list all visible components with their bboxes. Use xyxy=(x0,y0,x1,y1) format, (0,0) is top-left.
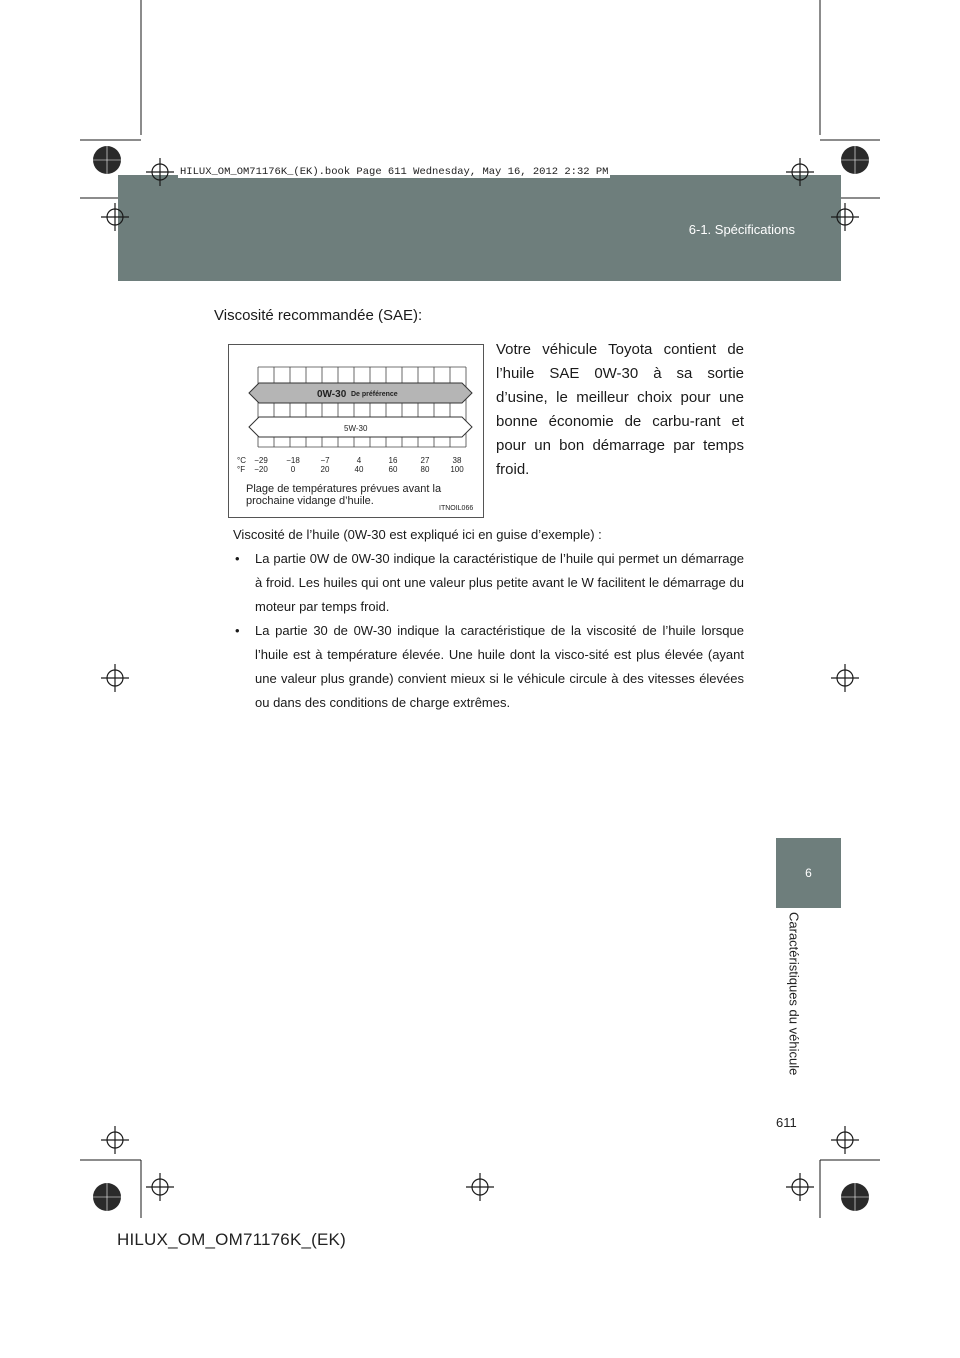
chapter-title: Caractéristiques du véhicule xyxy=(786,912,802,1076)
intro-paragraph: Votre véhicule Toyota contient de l’huile SAE 0W-30 à sa sortie d’usine, le meilleur choix pour une bonne économie de carbu-rant et pour un bon démarrage par temps froid. xyxy=(496,341,744,478)
chapter-number-tab: 6 xyxy=(776,838,841,908)
tick-c: −29 xyxy=(254,456,268,465)
unit-celsius: °C xyxy=(237,456,246,465)
page-number: 611 xyxy=(776,1115,797,1130)
viscosity-figure xyxy=(228,344,484,518)
document-code: HILUX_OM_OM71176K_(EK) xyxy=(117,1230,346,1249)
bullet-list xyxy=(233,547,744,715)
tick-f: 20 xyxy=(320,465,330,474)
bullet-text: La partie 30 de 0W-30 indique la caractéristique de la viscosité de l’huile lorsque l’huile est à température élevée. Une huile dont la visco-sité est plus élevée (ayant une valeur plus grande) convient mieux si le véhicule circule à des vitesses élevées ou dans des conditions de charge extrêmes. xyxy=(255,623,744,710)
tick-f: −20 xyxy=(254,465,268,474)
tick-f: 100 xyxy=(450,465,464,474)
tick-f: 80 xyxy=(420,465,430,474)
section-title: 6-1. Spécifications xyxy=(688,222,795,237)
tick-f: 0 xyxy=(290,465,296,474)
bullet-text: La partie 0W de 0W-30 indique la caractéristique de l’huile qui permet un démarrage à froid. Les huiles qui ont une valeur plus petite avant le W facilitent le démarrage du moteur par temps froid. xyxy=(255,551,744,614)
unit-fahrenheit: °F xyxy=(237,465,246,474)
bullet-dot: • xyxy=(235,623,240,638)
book-file-line: HILUX_OM_OM71176K_(EK).book Page 611 Wednesday, May 16, 2012 2:32 PM xyxy=(180,166,609,178)
tick-c: 4 xyxy=(356,456,362,465)
tick-c: −7 xyxy=(320,456,330,465)
explanation-title: Viscosité de l’huile (0W-30 est expliqué ici en guise d’exemple) : xyxy=(233,527,602,542)
tick-c: 38 xyxy=(452,456,462,465)
bar-0w30-label: 0W-30 xyxy=(317,389,347,400)
tick-f: 40 xyxy=(354,465,364,474)
tick-c: −18 xyxy=(286,456,300,465)
tick-c: 16 xyxy=(388,456,398,465)
viscosity-heading: Viscosité recommandée (SAE): xyxy=(214,307,423,324)
bullet-item xyxy=(233,547,744,619)
tick-f: 60 xyxy=(388,465,398,474)
bar-0w30-note: De préférence xyxy=(351,391,398,398)
bullet-item xyxy=(233,619,744,715)
figure-caption: Plage de températures prévues avant la prochaine vidange d’huile. xyxy=(246,483,442,507)
figure-code: ITNOIL066 xyxy=(439,505,474,512)
bullet-dot: • xyxy=(235,551,240,566)
tick-c: 27 xyxy=(420,456,430,465)
chapter-title-wrap xyxy=(776,912,812,1102)
bar-5w30-label: 5W-30 xyxy=(344,424,368,433)
